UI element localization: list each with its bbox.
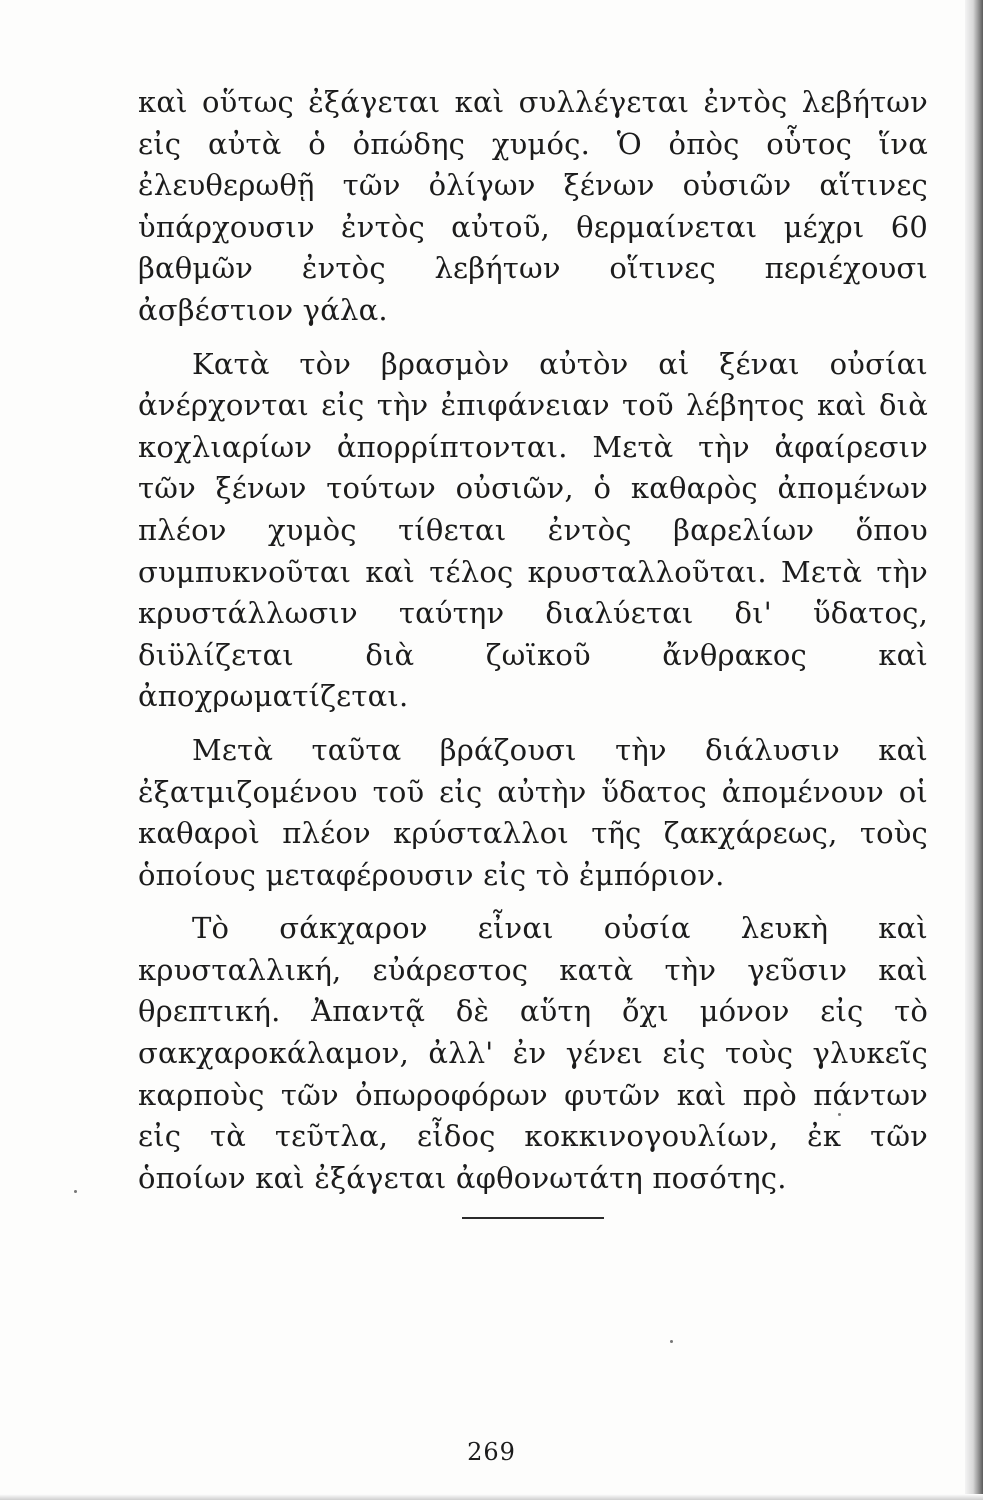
paragraph-crystals: Μετὰ ταῦτα βράζουσι τὴν διάλυσιν καὶ ἐξατμιζομένου τοῦ εἰς αὐτὴν ὕδατος ἀπομένουν οἱ καθαροὶ πλέον κρύσταλλοι τῆς ζακχάρεως, τοὺς ὁποίους μεταφέρουσιν εἰς τὸ ἐμπόριον. xyxy=(138,732,928,892)
page-edge-shadow xyxy=(965,0,983,1500)
paper-speck xyxy=(838,1113,841,1116)
body-text xyxy=(138,82,928,1211)
page-number: 269 xyxy=(467,1438,516,1466)
section-divider-rule xyxy=(462,1217,604,1219)
paragraph-continuation: καὶ οὕτως ἐξάγεται καὶ συλλέγεται ἐντὸς λεβήτων εἰς αὐτὰ ὁ ὀπώδης χυμός. Ὁ ὀπὸς οὗτος ἵνα ἐλευθερωθῇ τῶν ὀλίγων ξένων οὐσιῶν αἵτινες ὑπάρχουσιν ἐντὸς αὐτοῦ, θερμαίνεται μέχρι 60 βαθμῶν ἐντὸς λεβήτων οἵτινες περιέχουσι ἀσβέστιον γάλα. xyxy=(138,85,928,327)
paragraph-sugar-properties: Τὸ σάκχαρον εἶναι οὐσία λευκὴ καὶ κρυσταλλική, εὐάρεστος κατὰ τὴν γεῦσιν καὶ θρεπτική. Ἀπαντᾷ δὲ αὕτη ὄχι μόνον εἰς τὸ σακχαροκάλαμον, ἀλλ' ἐν γένει εἰς τοὺς γλυκεῖς καρποὺς τῶν ὀπωροφόρων φυτῶν καὶ πρὸ πάντων εἰς τὰ τεῦτλα, εἶδος κοκκινογουλίων, ἐκ τῶν ὁποίων καὶ ἐξάγεται ἀφθονωτάτη ποσότης. xyxy=(138,911,928,1195)
page-bottom-edge xyxy=(0,1494,983,1500)
paragraph-boiling: Κατὰ τὸν βρασμὸν αὐτὸν αἱ ξέναι οὐσίαι ἀνέρχονται εἰς τὴν ἐπιφάνειαν τοῦ λέβητος καὶ διὰ κοχλιαρίων ἀπορρίπτονται. Μετὰ τὴν ἀφαίρεσιν τῶν ξένων τούτων οὐσιῶν, ὁ καθαρὸς ἀπομένων πλέον χυμὸς τίθεται ἐντὸς βαρελίων ὅπου συμπυκνοῦται καὶ τέλος κρυσταλλοῦται. Μετὰ τὴν κρυστάλλωσιν ταύτην διαλύεται δι' ὕδατος, διϋλίζεται διὰ ζωϊκοῦ ἄνθρακος καὶ ἀποχρωματίζεται. xyxy=(138,346,928,714)
paper-speck xyxy=(74,1190,77,1193)
paper-speck xyxy=(670,1340,673,1343)
